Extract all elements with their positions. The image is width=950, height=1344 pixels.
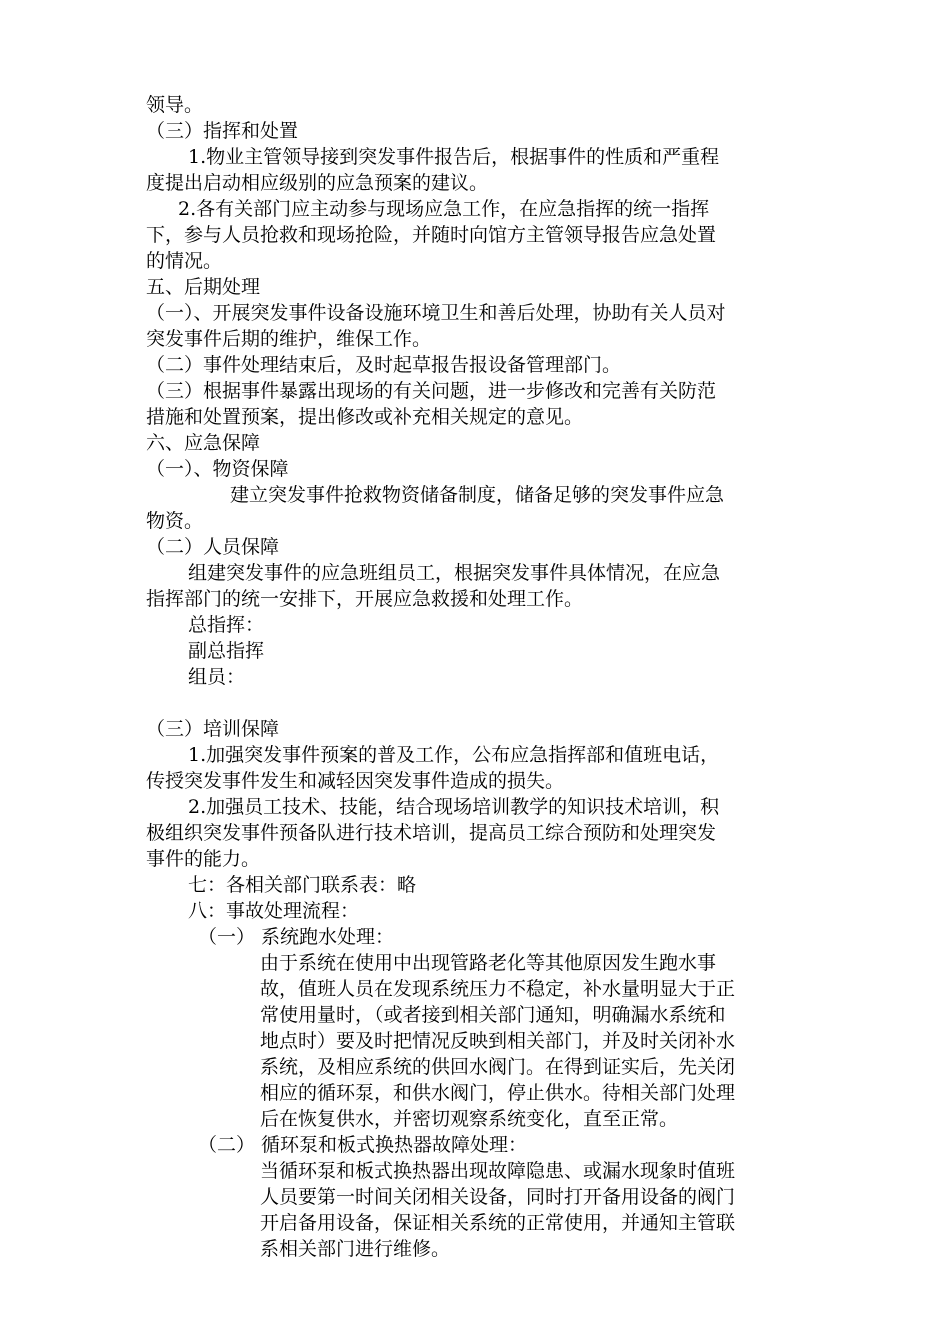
section-heading: 五、后期处理: [146, 276, 261, 298]
role-label: 组员：: [188, 666, 246, 688]
paragraph-line: 的情况。: [146, 250, 223, 272]
paragraph-line: （一）、开展突发事件设备设施环境卫生和善后处理，协助有关人员对: [146, 302, 726, 324]
paragraph-line: 地点时）要及时把情况反映到相关部门，并及时关闭补水: [260, 1030, 736, 1052]
paragraph-line: （二）事件处理结束后，及时起草报告报设备管理部门。: [146, 354, 622, 376]
paragraph-line: 系统，及相应系统的供回水阀门。在得到证实后，先关闭: [260, 1056, 736, 1078]
subsection-heading: （二）人员保障: [146, 536, 280, 558]
section-heading: 六、应急保障: [146, 432, 261, 454]
paragraph-line: 建立突发事件抢救物资储备制度，储备足够的突发事件应急: [230, 484, 725, 506]
subsection-heading: （三）培训保障: [146, 718, 280, 740]
paragraph-line: 2.加强员工技术、技能，结合现场培训教学的知识技术培训，积: [188, 796, 720, 818]
paragraph-line: 指挥部门的统一安排下，开展应急救援和处理工作。: [146, 588, 584, 610]
section-heading: （三）指挥和处置: [146, 120, 299, 142]
paragraph-line: 措施和处置预案，提出修改或补充相关规定的意见。: [146, 406, 584, 428]
paragraph-line: 下，参与人员抢救和现场抢险，并随时向馆方主管领导报告应急处置: [146, 224, 717, 246]
paragraph-line: 后在恢复供水，并密切观察系统变化，直至正常。: [260, 1108, 679, 1130]
paragraph-line: 由于系统在使用中出现管路老化等其他原因发生跑水事: [260, 952, 717, 974]
subsection-heading: （一） 系统跑水处理：: [198, 926, 395, 948]
subsection-heading: （一）、物资保障: [146, 458, 289, 480]
paragraph-line: 常使用量时，（或者接到相关部门通知，明确漏水系统和: [260, 1004, 726, 1026]
section-heading: 七：各相关部门联系表：略: [188, 874, 417, 896]
paragraph-line: 人员要第一时间关闭相关设备，同时打开备用设备的阀门: [260, 1186, 736, 1208]
paragraph-line: 物资。: [146, 510, 204, 532]
paragraph-line: 传授突发事件发生和减轻因突发事件造成的损失。: [146, 770, 565, 792]
paragraph-line: 当循环泵和板式换热器出现故障隐患、或漏水现象时值班: [260, 1160, 736, 1182]
role-label: 副总指挥: [188, 640, 265, 662]
paragraph-line: 系相关部门进行维修。: [260, 1238, 451, 1260]
paragraph-line: 极组织突发事件预备队进行技术培训，提高员工综合预防和处理突发: [146, 822, 717, 844]
section-heading: 八：事故处理流程：: [188, 900, 360, 922]
paragraph-line: 突发事件后期的维护，维保工作。: [146, 328, 432, 350]
paragraph-line: 事件的能力。: [146, 848, 261, 870]
paragraph-line: （三）根据事件暴露出现场的有关问题，进一步修改和完善有关防范: [146, 380, 717, 402]
role-label: 总指挥：: [188, 614, 265, 636]
paragraph-line: 1.加强突发事件预案的普及工作，公布应急指挥部和值班电话，: [188, 744, 720, 766]
document-page: [146, 92, 810, 1262]
paragraph-line: 相应的循环泵，和供水阀门，停止供水。待相关部门处理: [260, 1082, 736, 1104]
subsection-heading: （二） 循环泵和板式换热器故障处理：: [198, 1134, 528, 1156]
text-line: 领导。: [146, 94, 204, 116]
blank-line: [146, 690, 810, 716]
paragraph-line: 度提出启动相应级别的应急预案的建议。: [146, 172, 489, 194]
paragraph-line: 组建突发事件的应急班组员工，根据突发事件具体情况，在应急: [188, 562, 721, 584]
paragraph-line: 故，值班人员在发现系统压力不稳定，补水量明显大于正: [260, 978, 736, 1000]
paragraph-line: 1.物业主管领导接到突发事件报告后，根据事件的性质和严重程: [188, 146, 720, 168]
paragraph-line: 开启备用设备，保证相关系统的正常使用，并通知主管联: [260, 1212, 736, 1234]
paragraph-line: 2.各有关部门应主动参与现场应急工作，在应急指挥的统一指挥: [178, 198, 710, 220]
